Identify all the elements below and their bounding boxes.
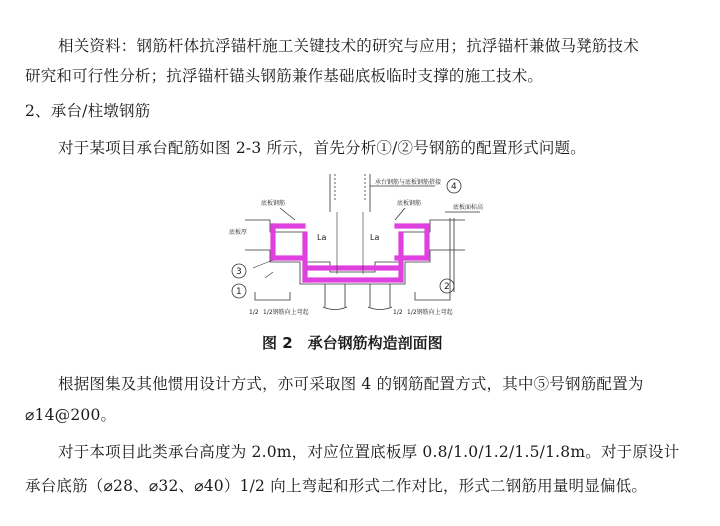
label-la-left: La bbox=[317, 233, 327, 242]
label-left-rebar: 底板钢筋 bbox=[261, 200, 286, 207]
label-right-rebar: 底板钢筋 bbox=[397, 200, 422, 207]
label-bottom-right: 1/2 bbox=[393, 309, 403, 316]
paragraph2: 对于某项目承台配筋如图 2-3 所示，首先分析①/②号钢筋的配置形式问题。 bbox=[58, 139, 586, 157]
paragraph4-line2: 承台底筋（⌀28、⌀32、⌀40）1/2 向上弯起和形式二作对比，形式二钢筋用量明显偏低。 bbox=[25, 477, 648, 495]
paragraph1-line1: 相关资料：钢筋杆体抗浮锚杆施工关键技术的研究与应用；抗浮锚杆兼做马凳筋技术 bbox=[58, 37, 639, 55]
label-left-side: 底板厚 bbox=[229, 229, 248, 236]
label-right-edge: 底板面标高 bbox=[453, 204, 484, 211]
pile-cap-section-figure bbox=[225, 172, 495, 322]
label-bend-right: 1/2钢筋向上弯起 bbox=[407, 309, 453, 316]
marker-2: 2 bbox=[444, 282, 450, 292]
marker-1: 1 bbox=[236, 287, 242, 297]
marker-3: 3 bbox=[236, 267, 242, 277]
figure-caption: 图 2 承台钢筋构造剖面图 bbox=[262, 334, 443, 352]
pile-cap-section-drawing bbox=[225, 172, 495, 322]
paragraph3-line1: 根据图集及其他惯用设计方式，亦可采取图 4 的钢筋配置方式，其中⑤号钢筋配置为 bbox=[58, 375, 644, 393]
label-bend-left: 1/2钢筋向上弯起 bbox=[263, 309, 309, 316]
label-la-right: La bbox=[370, 233, 380, 242]
paragraph4-line1: 对于本项目此类承台高度为 2.0m，对应位置底板厚 0.8/1.0/1.2/1.5/1.8m。对于原设计 bbox=[58, 443, 680, 461]
label-top-note: 承台钢筋与底板钢筋搭接 bbox=[375, 179, 442, 186]
paragraph3-line2: ⌀14@200。 bbox=[25, 406, 117, 424]
paragraph1-line2: 研究和可行性分析；抗浮锚杆锚头钢筋兼作基础底板临时支撑的施工技术。 bbox=[25, 67, 544, 85]
label-bottom-left: 1/2 bbox=[249, 309, 259, 316]
marker-4: 4 bbox=[451, 182, 457, 192]
section-heading: 2、承台/柱墩钢筋 bbox=[25, 102, 151, 120]
